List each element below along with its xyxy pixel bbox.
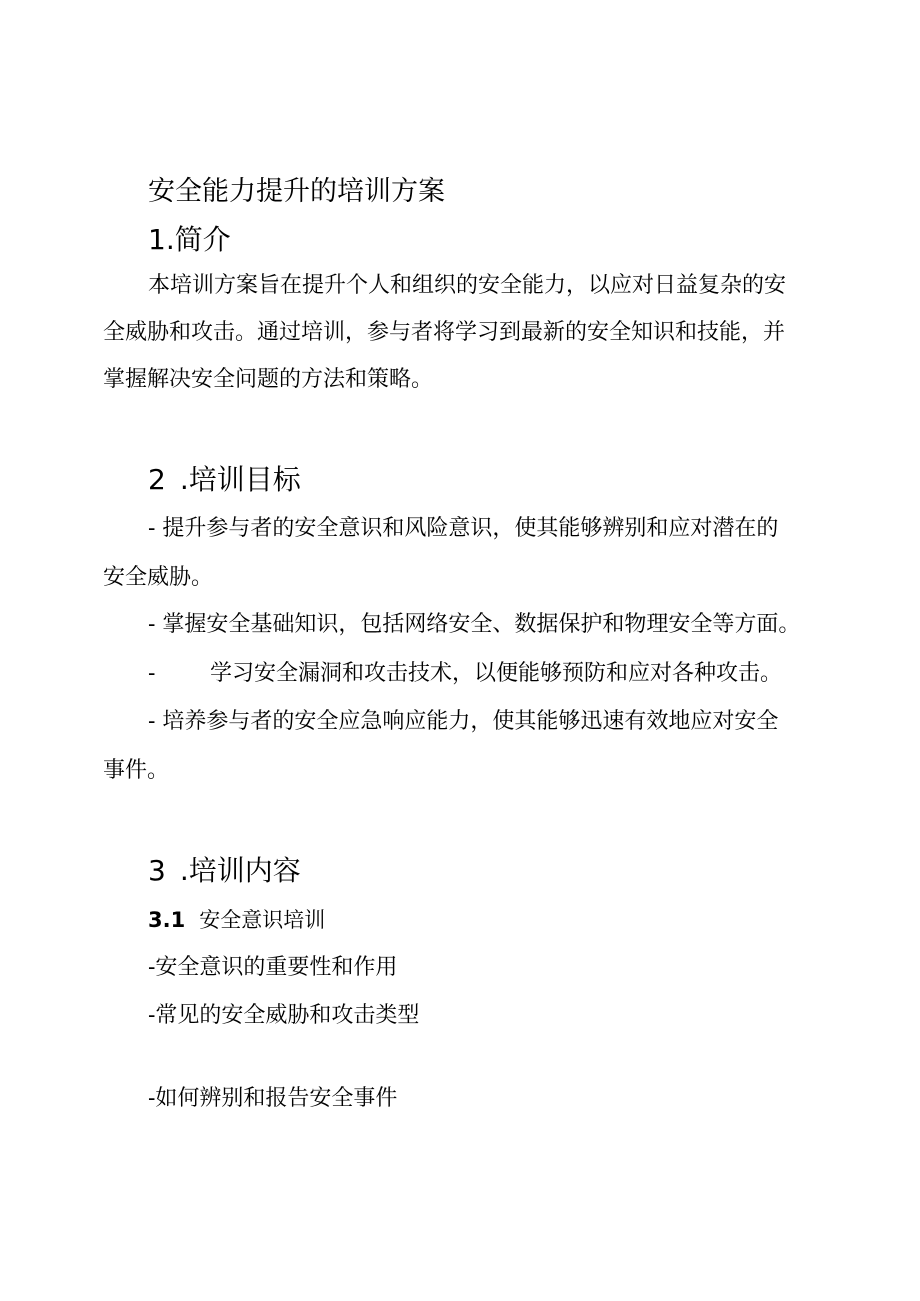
goal-line: 学习安全漏洞和攻击技术，以便能够预防和应对各种攻击。 — [210, 661, 783, 686]
heading-number: 2 — [148, 463, 166, 496]
document-title: 安全能力提升的培训方案 — [148, 176, 445, 207]
goal-dash: - — [148, 661, 156, 686]
paragraph-line: 全威胁和攻击。通过培训，参与者将学习到最新的安全知识和技能，并 — [103, 320, 786, 345]
subsection-number: 3.1 — [148, 908, 186, 932]
heading-text: .培训目标 — [179, 463, 301, 496]
heading-text: .培训内容 — [179, 854, 301, 887]
subsection-heading — [148, 910, 325, 931]
paragraph-line: 本培训方案旨在提升个人和组织的安全能力，以应对日益复杂的安 — [148, 273, 787, 298]
section-heading-intro: 1.简介 — [148, 223, 231, 256]
subsection-text: 安全意识培训 — [199, 908, 326, 932]
paragraph-line: 掌握解决安全问题的方法和策略。 — [103, 367, 434, 392]
content-item: -安全意识的重要性和作用 — [148, 955, 398, 980]
section-heading-goals — [148, 463, 301, 496]
goal-line: - 掌握安全基础知识，包括网络安全、数据保护和物理安全等方面。 — [148, 612, 801, 637]
goal-line: 事件。 — [103, 758, 170, 783]
goal-line: - 培养参与者的安全应急响应能力，使其能够迅速有效地应对安全 — [148, 709, 779, 734]
goal-line: 安全威胁。 — [103, 565, 214, 590]
goal-line: - 提升参与者的安全意识和风险意识，使其能够辨别和应对潜在的 — [148, 516, 779, 541]
section-heading-content — [148, 854, 301, 887]
content-item: -常见的安全威胁和攻击类型 — [148, 1003, 420, 1028]
content-item: -如何辨别和报告安全事件 — [148, 1086, 398, 1111]
heading-number: 3 — [148, 854, 166, 887]
